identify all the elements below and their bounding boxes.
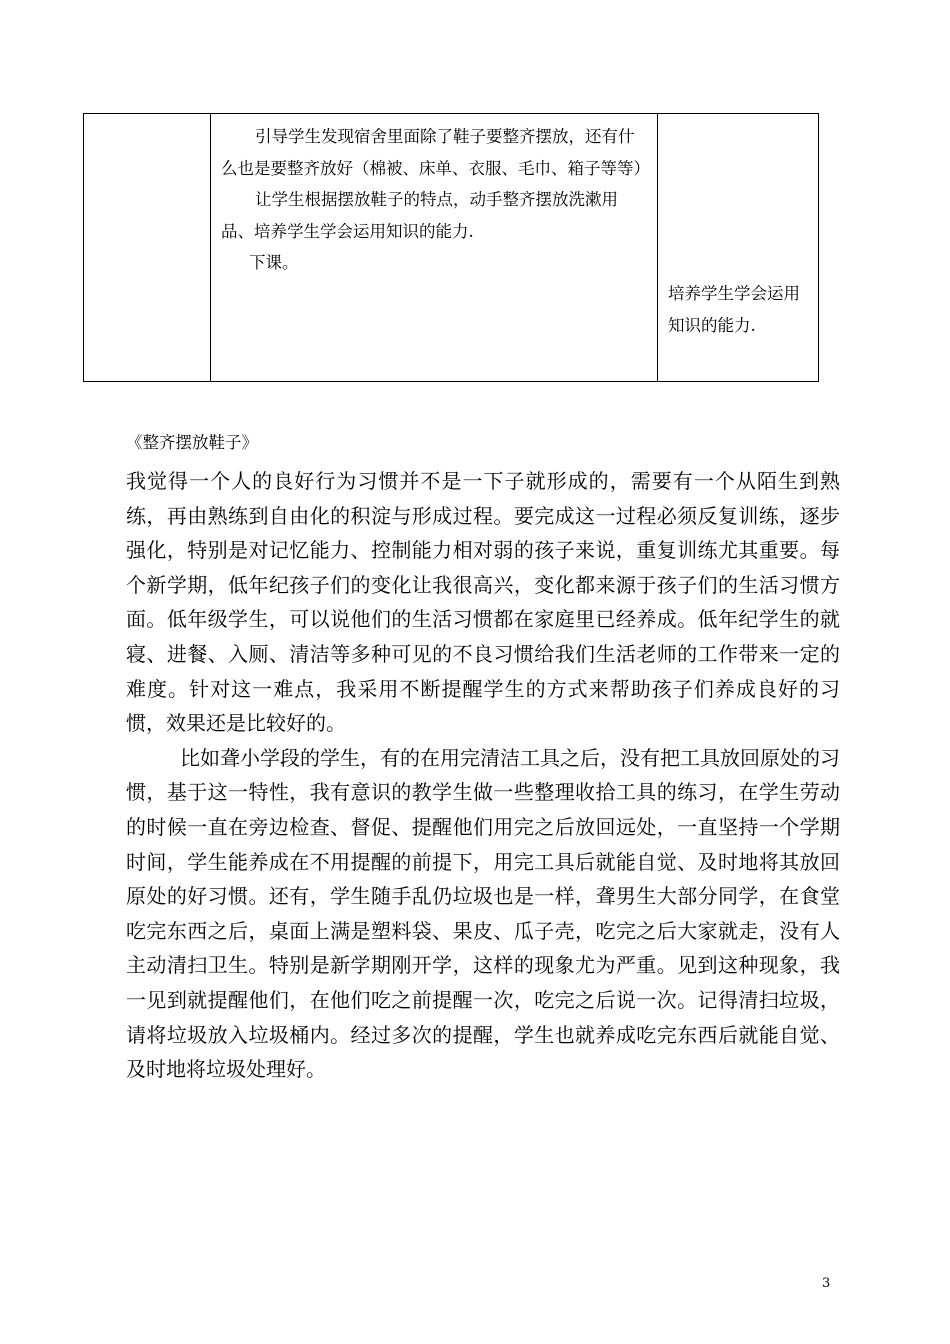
lesson-plan-table: [83, 113, 819, 382]
table-cell-empty: [84, 114, 211, 382]
table-cell-activity: [211, 114, 658, 382]
table-row: [84, 114, 819, 382]
purpose-paragraph: 培养学生学会运用知识的能力.: [668, 284, 800, 335]
activity-paragraph-1: 引导学生发现宿舍里面除了鞋子要整齐摆放，还有什么也是要整齐放好（棉被、床单、衣服、毛巾、箱子等等）: [221, 127, 650, 178]
table-cell-purpose: [658, 114, 819, 382]
activity-paragraph-3: 下课。: [249, 253, 299, 272]
essay-body: [126, 464, 840, 1087]
essay-paragraph-1: 我觉得一个人的良好行为习惯并不是一下子就形成的，需要有一个从陌生到熟练，再由熟练到自由化的积淀与形成过程。要完成这一过程必须反复训练，逐步强化，特别是对记忆能力、控制能力相对弱的孩子来说，重复训练尤其重要。每个新学期，低年纪孩子们的变化让我很高兴，变化都来源于孩子们的生活习惯方面。低年级学生，可以说他们的生活习惯都在家庭里已经养成。低年纪学生的就寝、进餐、入厕、清洁等多种可见的不良习惯给我们生活老师的工作带来一定的难度。针对这一难点，我采用不断提醒学生的方式来帮助孩子们养成良好的习惯，效果还是比较好的。: [126, 469, 840, 736]
page-number: 3: [822, 1276, 831, 1291]
essay-paragraph-2: 比如聋小学段的学生，有的在用完清洁工具之后，没有把工具放回原处的习惯，基于这一特性，我有意识的教学生做一些整理收拾工具的练习，在学生劳动的时候一直在旁边检查、督促、提醒他们用完之后放回远处，一直坚持一个学期时间，学生能养成在不用提醒的前提下，用完工具后就能自觉、及时地将其放回原处的好习惯。还有，学生随手乱仍垃圾也是一样，聋男生大部分同学，在食堂吃完东西之后，桌面上满是塑料袋、果皮、瓜子壳，吃完之后大家就走，没有人主动清扫卫生。特别是新学期刚开学，这样的现象尤为严重。见到这种现象，我一见到就提醒他们，在他们吃之前提醒一次，吃完之后说一次。记得清扫垃圾，请将垃圾放入垃圾桶内。经过多次的提醒，学生也就养成吃完东西后就能自觉、及时地将垃圾处理好。: [126, 745, 840, 1082]
essay-title: 《整齐摆放鞋子》: [126, 433, 258, 452]
activity-paragraph-2: 让学生根据摆放鞋子的特点，动手整齐摆放洗漱用品、培养学生学会运用知识的能力.: [221, 190, 618, 241]
